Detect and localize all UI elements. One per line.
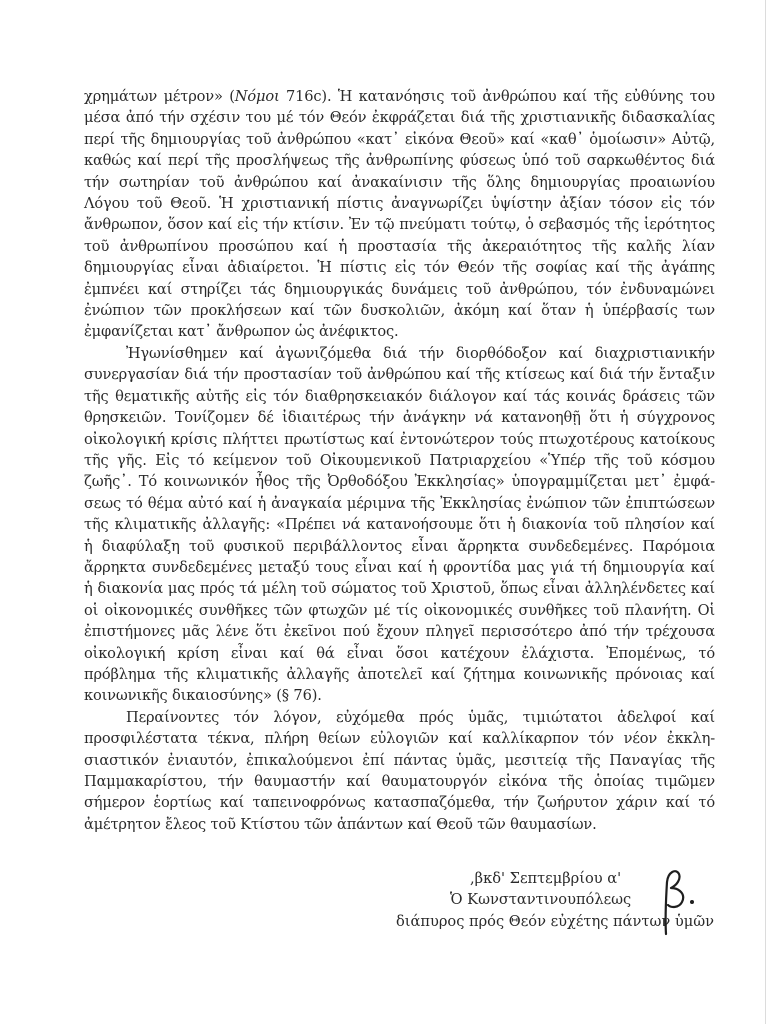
paragraph-1 [84,86,715,343]
text-line: οἱ οἰκονομικές συνθῆκες τῶν φτωχῶν μέ τίς οἰκονομικές συνθῆκες τοῦ πλανήτη. Οἱ [84,601,715,619]
text-line: οἰκολογική κρίση εἶναι καί θά εἶναι ὅσοι κατέχουν ἐλάχιστα. Ἐπομένως, τό [84,644,715,662]
text-line: μέσα ἀπό τήν σχέσιν του μέ τόν Θεόν ἐκφράζεται διά τῆς χριστιανικῆς διδασκαλίας [84,109,715,127]
text-line: πρόβλημα τῆς κλιματικῆς ἀλλαγῆς ἀποτελεῖ καί ζήτημα κοινωνικῆς πρόνοιας καί [84,665,715,683]
text-line: θρησκειῶν. Τονίζομεν δέ ἰδιαιτέρως τήν ἀνάγκην νά κατανοηθῇ ὅτι ἡ σύγχρονος [84,409,715,427]
text-line: ἡ διαφύλαξη τοῦ φυσικοῦ περιβάλλοντος εἶναι ἄρρηκτα συνδεδεμένες. Παρόμοια [84,537,715,555]
text-line: ἐμφανίζεται κατ᾽ ἄνθρωπον ὡς ἀνέφικτος. [84,323,399,341]
text-line: Περαίνοντες τόν λόγον, εὐχόμεθα πρός ὑμᾶς, τιμιώτατοι ἀδελφοί καί [126,708,715,726]
text-line: κοινωνικῆς δικαιοσύνης» (§ 76). [84,687,322,705]
paragraph-3 [84,707,715,835]
text-line: ἐμπνέει καί στηρίζει τάς δημιουργικάς δυνάμεις τοῦ ἀνθρώπου, τόν ἐνδυναμώνει [84,280,715,298]
text-line: τῆς γῆς. Εἰς τό κείμενον τοῦ Οἰκουμενικοῦ Πατριαρχείου «Ὑπέρ τῆς τοῦ κόσμου [84,451,715,469]
text-line: σιαστικόν ἐνιαυτόν, ἐπικαλούμενοι ἐπί πάντας ὑμᾶς, μεσιτείᾳ τῆς Παναγίας τῆς [84,751,715,769]
text-line: δημιουργίας εἶναι ἀδιαίρετοι. Ἡ πίστις εἰς τόν Θεόν τῆς σοφίας καί τῆς ἀγάπης [84,259,715,277]
text-line: καθώς καί περί τῆς προσλήψεως τῆς ἀνθρωπίνης φύσεως ὑπό τοῦ σαρκωθέντος διά [84,152,715,170]
text-line: συνεργασίαν διά τήν προστασίαν τοῦ ἀνθρώπου καί τῆς κτίσεως καί διά τήν ἔνταξιν [84,366,715,384]
text-line: σεως τό θέμα αὐτό καί ἡ ἀναγκαία μέριμνα τῆς Ἐκκλησίας ἐνώπιον τῶν ἐπιπτώσεων [84,494,715,512]
citation-title: Νόμοι [234,88,280,105]
text-line: ἡ διακονία μας πρός τά μέλη τοῦ σώματος τοῦ Χριστοῦ, ὅπως εἶναι ἀλληλένδετες καί [84,580,715,598]
signature-title: Ὁ Κωνσταντινουπόλεως [450,891,632,909]
handwritten-signature-icon [660,868,700,936]
text-line: σήμερον ἑορτίως καί ταπεινοφρόνως κατασπαζόμεθα, τήν ζωήρυτον χάριν καί τό [84,794,715,812]
text-line: προσφιλέστατα τέκνα, πλήρη θείων εὐλογιῶν καί καλλίκαρπον τόν νέον ἐκκλη- [84,730,715,748]
text-line: περί τῆς δημιουργίας τοῦ ἀνθρώπου «κατ᾽ εἰκόνα Θεοῦ» καί «καθ᾽ ὁμοίωσιν» Αὐτῷ, [84,130,715,148]
text-line: τῆς κλιματικῆς ἀλλαγῆς: «Πρέπει νά κατανοήσουμε ὅτι ἡ διακονία τοῦ πλησίον καί [84,516,715,534]
letter-body [84,86,715,835]
text-line: οἰκολογική κρίσις πλήττει πρωτίστως καί ἐντονώτερον τούς πτωχοτέρους κατοίκους [84,430,715,448]
text-line: ἐνώπιον τῶν προκλήσεων καί τῶν δυσκολιῶν, ἀκόμη καί ὅταν ἡ ὑπέρβασίς των [84,302,715,320]
text-line: ἄνθρωπον, ὅσον καί εἰς τήν κτίσιν. Ἐν τῷ πνεύματι τούτῳ, ὁ σεβασμός τῆς ἱερότητος [84,216,715,234]
text-line: Παμμακαρίστου, τήν θαυμαστήν καί θαυματουργόν εἰκόνα τῆς ὁποίας τιμῶμεν [84,773,715,790]
signature-closing: διάπυρος πρός Θεόν εὐχέτης πάντων ὑμῶν [396,912,714,930]
paragraph-2 [84,343,715,707]
text-line: τῆς θεματικῆς αὐτῆς εἰς τόν διαθρησκειακόν διάλογον καί τάς κοινάς δράσεις τῶν [84,387,715,405]
text-line: χρημάτων μέτρον» (Νόμοι 716c). Ἡ κατανόησις τοῦ ἀνθρώπου καί τῆς εὐθύνης του [84,88,715,105]
text-line: ἀμέτρητον ἔλεος τοῦ Κτίστου τῶν ἁπάντων καί Θεοῦ τῶν θαυμασίων. [84,815,597,833]
text-line: ἐπιστήμονες μᾶς λένε ὅτι ἐκεῖνοι πού ἔχουν πληγεῖ περισσότερο ἀπό τήν τρέχουσα [84,623,715,641]
page-edge-divider [765,0,766,1024]
text-line: τήν σωτηρίαν τοῦ ἀνθρώπου καί ἀνακαίνισιν τῆς ὅλης δημιουργίας προαιωνίου [84,173,715,191]
text-line: Λόγου τοῦ Θεοῦ. Ἡ χριστιανική πίστις ἀναγνωρίζει ὑψίστην ἀξίαν τόσον εἰς τόν [84,195,715,213]
text-line: τοῦ ἀνθρωπίνου προσώπου καί ἡ προστασία τῆς ἀκεραιότητος τῆς καλῆς λίαν [84,237,715,255]
text-line: ἄρρηκτα συνδεδεμένες μεταξύ τους εἶναι καί ἡ φροντίδα μας γιά τή δημιουργία καί [84,558,715,576]
text-line: ζωῆς᾽. Τό κοινωνικόν ἦθος τῆς Ὀρθοδόξου Ἐκκλησίας» ὑπογραμμίζεται μετ᾽ ἐμφά- [84,473,715,491]
text-line: Ἠγωνίσθημεν καί ἀγωνιζόμεθα διά τήν διορθόδοξον καί διαχριστιανικήν [126,344,715,362]
signature-date: ,βκδ' Σεπτεμβρίου α' [470,870,622,887]
